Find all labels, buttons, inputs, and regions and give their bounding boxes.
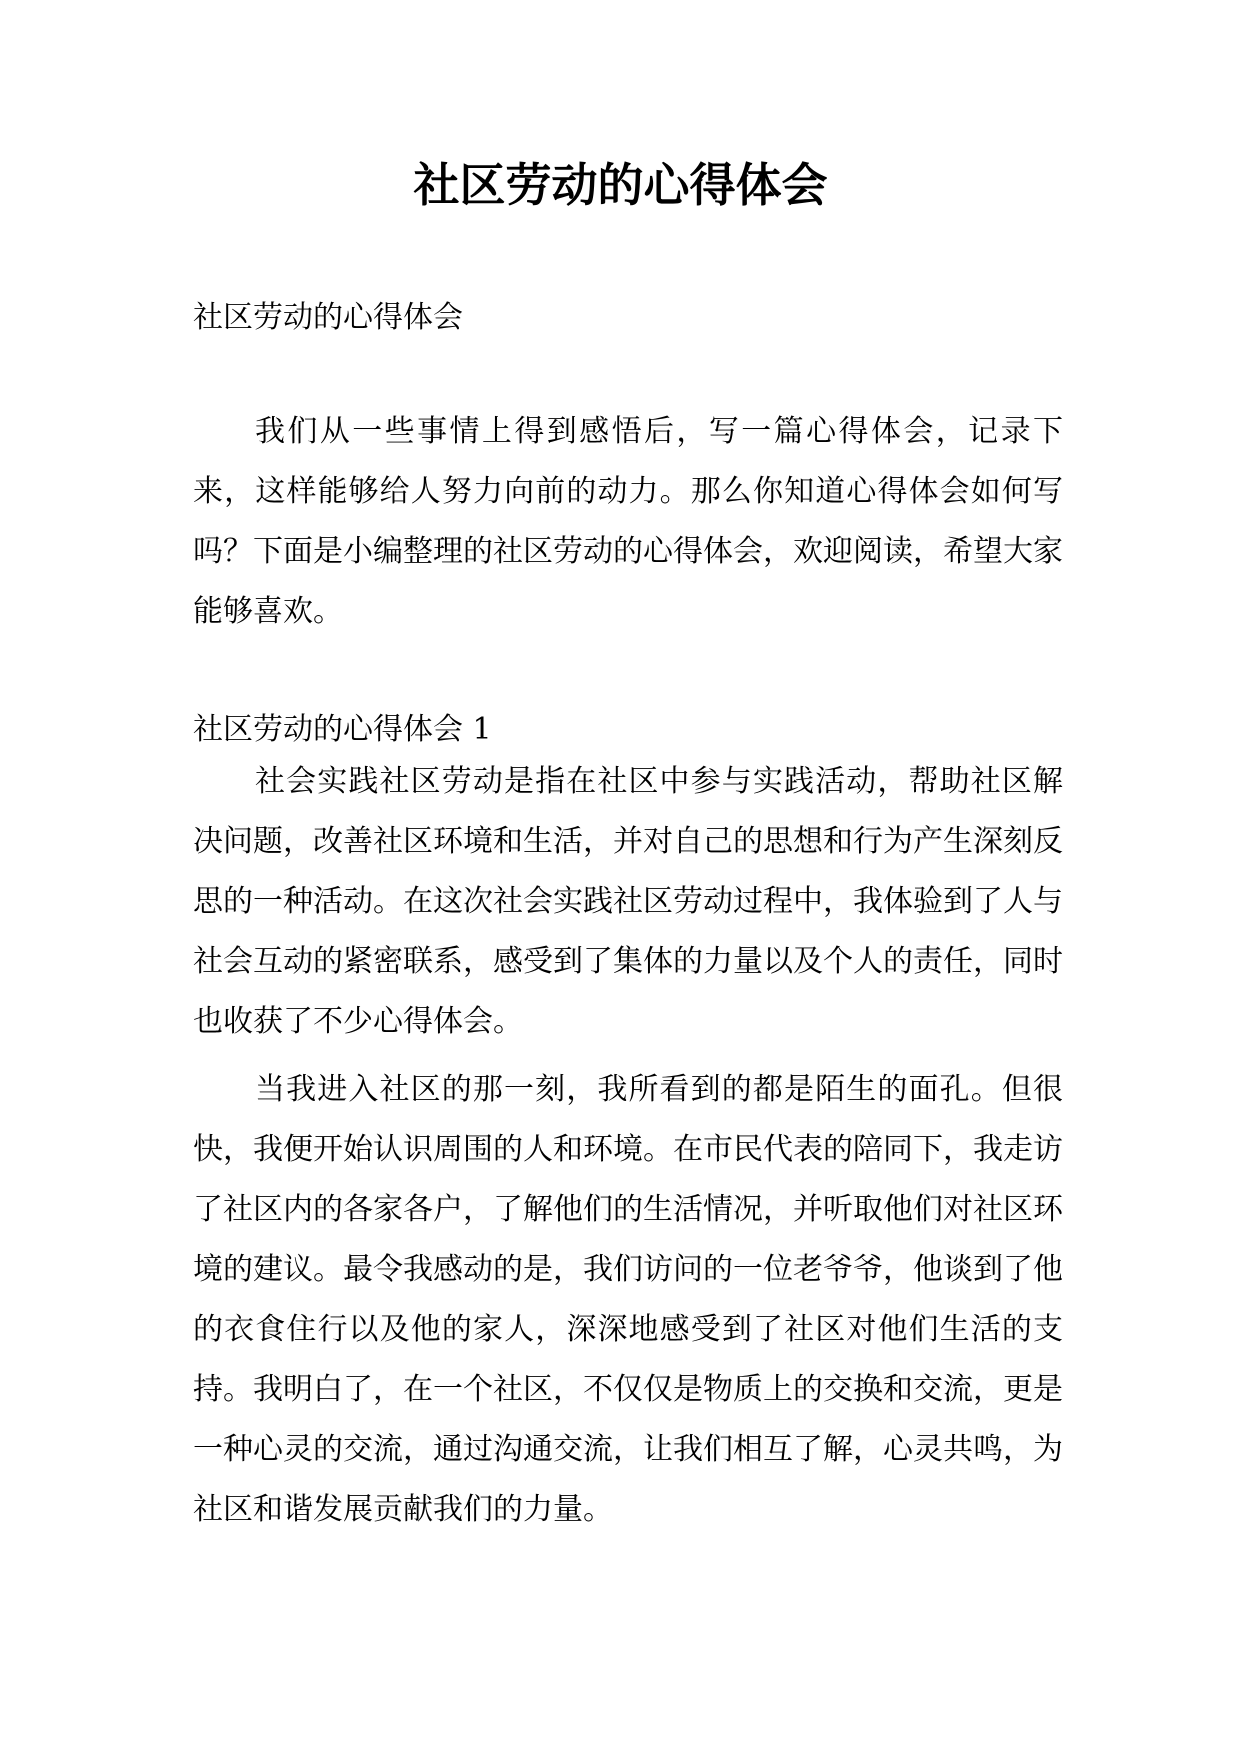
document-subtitle: 社区劳动的心得体会 [193,300,463,335]
body-paragraph-2: 当我进入社区的那一刻，我所看到的都是陌生的面孔。但很快，我便开始认识周围的人和环境。在市民代表的陪同下，我走访了社区内的各家各户，了解他们的生活情况，并听取他们对社区环境的建议。最令我感动的是，我们访问的一位老爷爷，他谈到了他的衣食住行以及他的家人，深深地感受到了社区对他们生活的支持。我明白了，在一个社区，不仅仅是物质上的交换和交流，更是一种心灵的交流，通过沟通交流，让我们相互了解，心灵共鸣，为社区和谐发展贡献我们的力量。 [193,1072,1063,1527]
document-title: 社区劳动的心得体会 [413,158,828,212]
body-paragraph-1: 社会实践社区劳动是指在社区中参与实践活动，帮助社区解决问题，改善社区环境和生活，并对自己的思想和行为产生深刻反思的一种活动。在这次社会实践社区劳动过程中，我体验到了人与社会互动的紧密联系，感受到了集体的力量以及个人的责任，同时也收获了不少心得体会。 [193,764,1063,1039]
section-heading: 社区劳动的心得体会 1 [193,712,492,747]
intro-paragraph: 我们从一些事情上得到感悟后，写一篇心得体会，记录下来，这样能够给人努力向前的动力。那么你知道心得体会如何写吗？下面是小编整理的社区劳动的心得体会，欢迎阅读，希望大家能够喜欢。 [193,414,1063,629]
